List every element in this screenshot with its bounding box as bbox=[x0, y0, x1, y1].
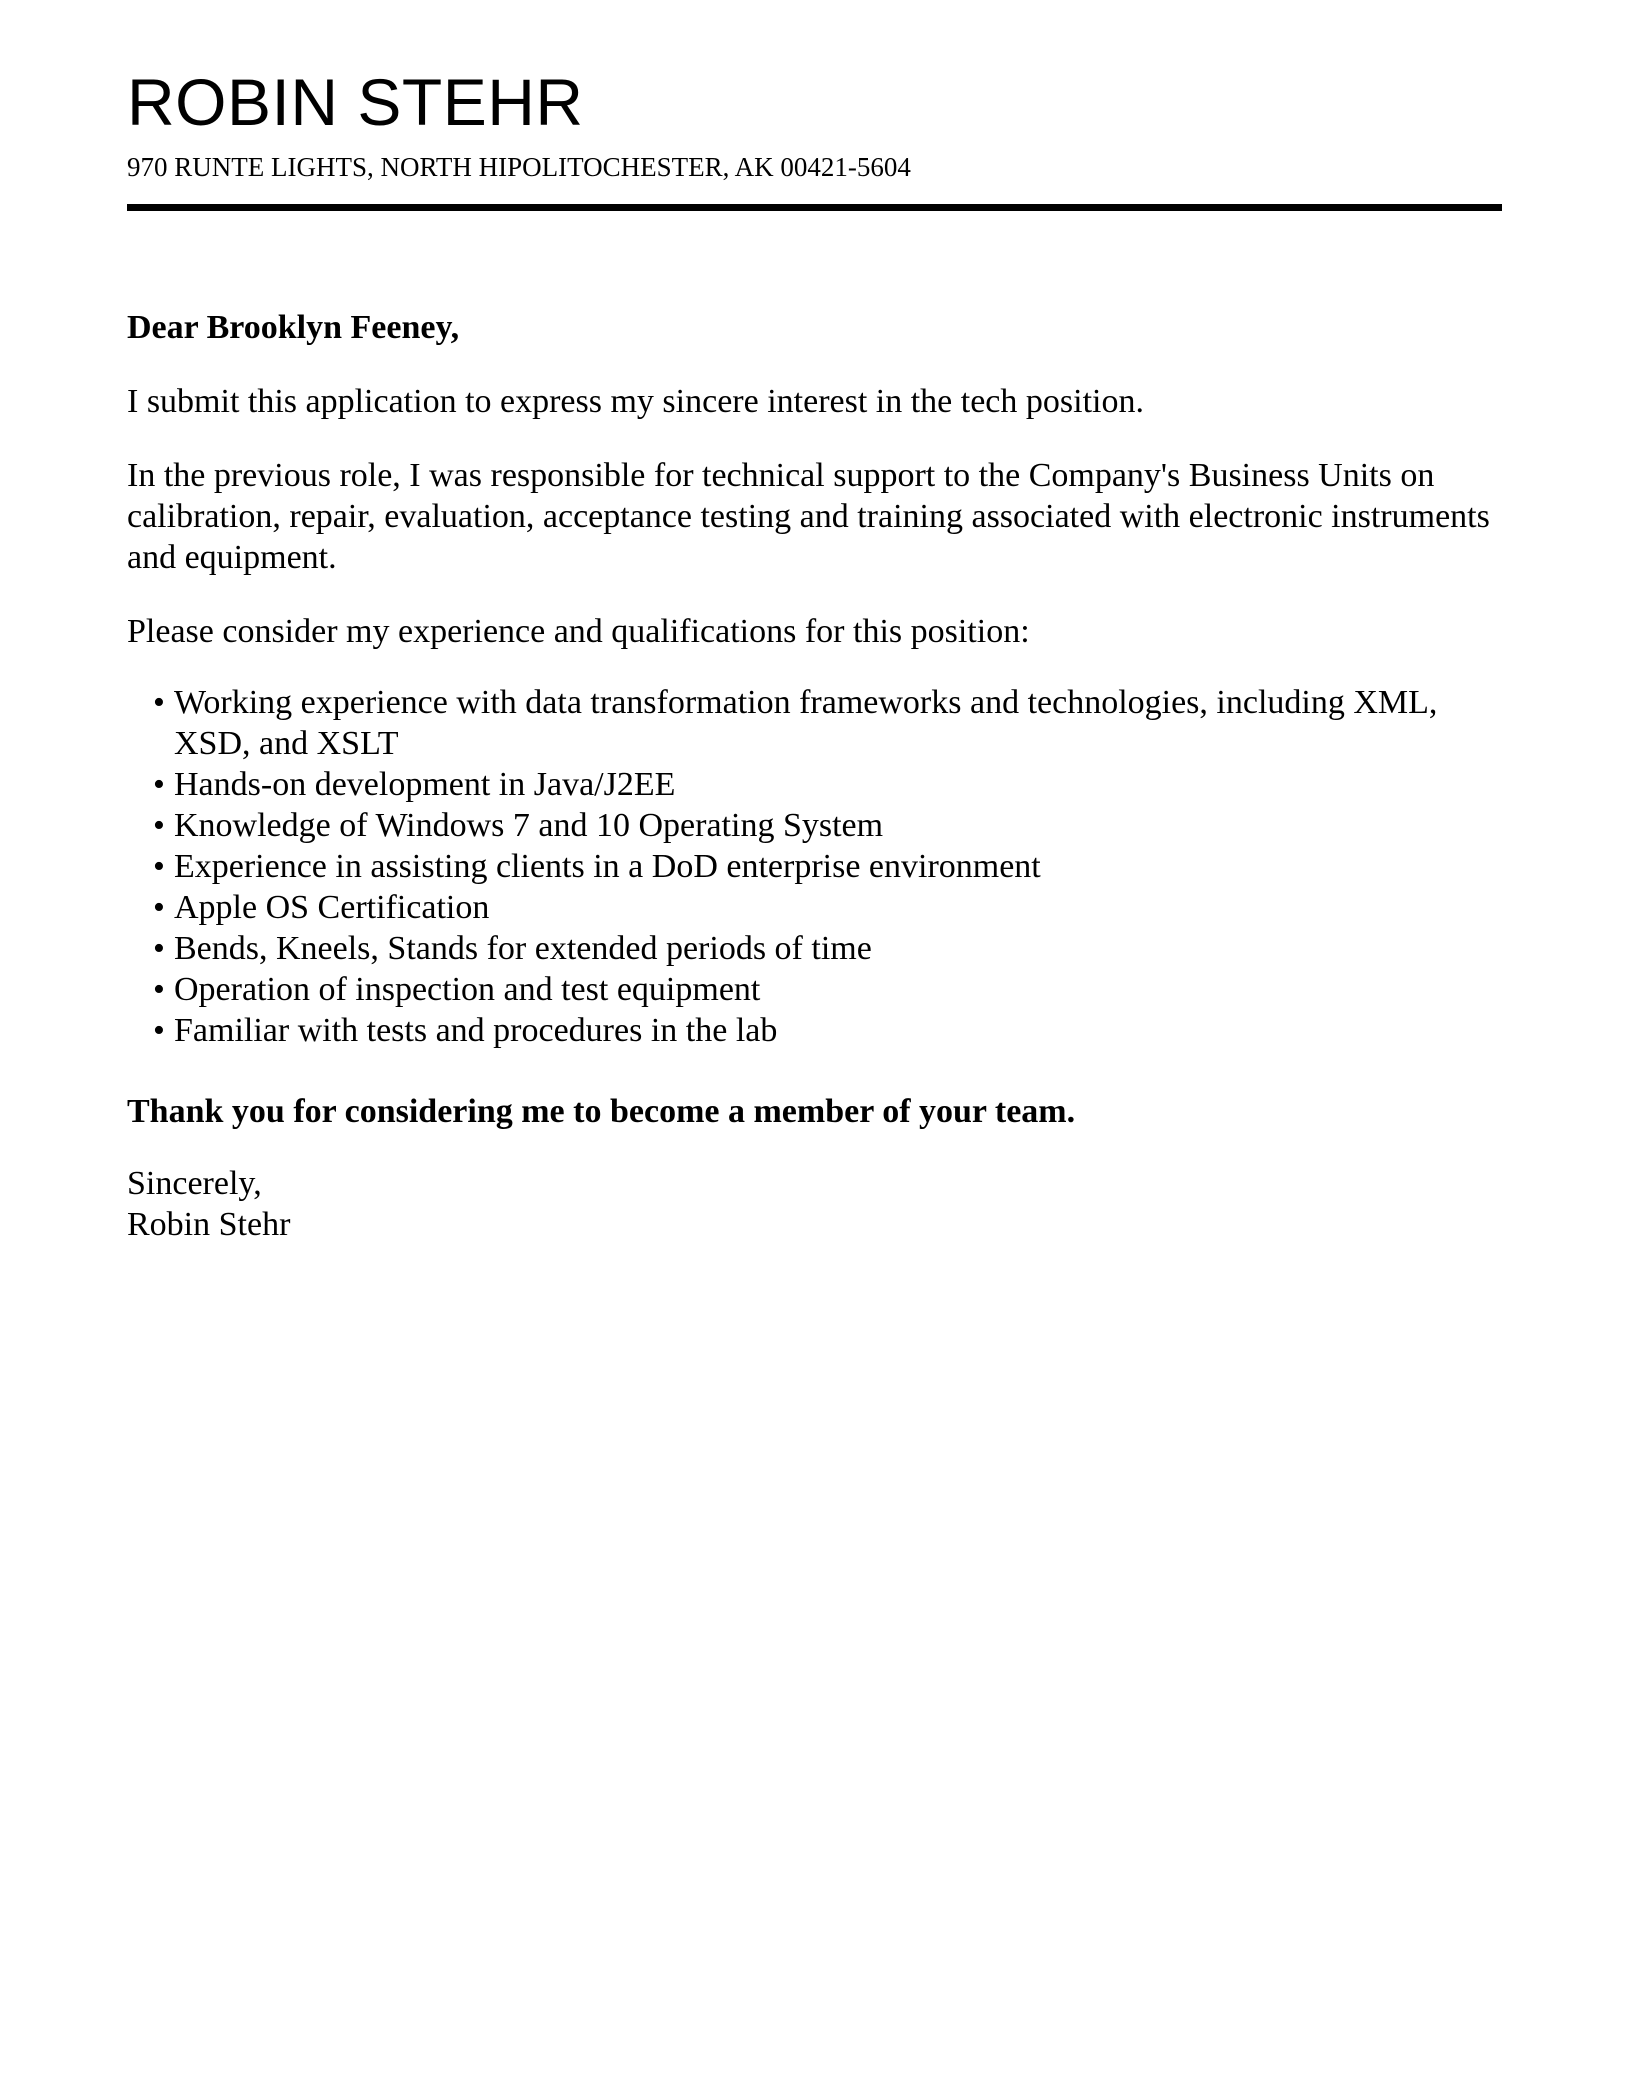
greeting-line: Dear Brooklyn Feeney, bbox=[127, 309, 460, 347]
qualification-text: Knowledge of Windows 7 and 10 Operating System bbox=[174, 807, 884, 845]
qualification-item bbox=[127, 887, 1502, 928]
qualification-text: Operation of inspection and test equipment bbox=[174, 971, 761, 1009]
closing-emphasis-line: Thank you for considering me to become a member of your team. bbox=[127, 1093, 1076, 1131]
qualification-text: Experience in assisting clients in a DoD enterprise environment bbox=[174, 848, 1041, 886]
qualifications-list bbox=[127, 682, 1502, 1051]
bullet-icon: • bbox=[153, 971, 165, 1009]
qualification-text: Apple OS Certification bbox=[174, 889, 490, 927]
qualification-item bbox=[127, 928, 1502, 969]
bullet-icon: • bbox=[153, 1012, 165, 1050]
letter-header bbox=[127, 65, 1502, 211]
qualification-item bbox=[127, 846, 1502, 887]
header-divider bbox=[127, 204, 1502, 211]
qualification-item bbox=[127, 1010, 1502, 1051]
qualification-item bbox=[127, 969, 1502, 1010]
bullet-icon: • bbox=[153, 848, 165, 886]
qualification-item bbox=[127, 682, 1502, 764]
previous-role-paragraph: In the previous role, I was responsible for technical support to the Company's Business Units on calibration, repair, evaluation, acceptance testing and training associated with electronic instruments and equipment. bbox=[127, 457, 1490, 577]
applicant-address: 970 RUNTE LIGHTS, NORTH HIPOLITOCHESTER, AK 00421-5604 bbox=[127, 152, 911, 182]
qualification-item bbox=[127, 805, 1502, 846]
applicant-name: ROBIN STEHR bbox=[127, 65, 584, 139]
bullet-icon: • bbox=[153, 930, 165, 968]
bullet-icon: • bbox=[153, 807, 165, 845]
bullet-icon: • bbox=[153, 766, 165, 804]
bullet-icon: • bbox=[153, 684, 165, 722]
intro-paragraph: I submit this application to express my sincere interest in the tech position. bbox=[127, 383, 1144, 421]
letter-body bbox=[127, 307, 1502, 1245]
signature-name: Robin Stehr bbox=[127, 1206, 291, 1244]
qualification-item bbox=[127, 764, 1502, 805]
qualification-text: Familiar with tests and procedures in the lab bbox=[174, 1012, 778, 1050]
signoff-block bbox=[127, 1163, 1502, 1245]
signoff-line: Sincerely, bbox=[127, 1165, 262, 1203]
qualification-text: Bends, Kneels, Stands for extended periods of time bbox=[174, 930, 872, 968]
bullet-icon: • bbox=[153, 889, 165, 927]
qualification-text: Working experience with data transformation frameworks and technologies, including XML, XSD, and XSLT bbox=[174, 684, 1438, 763]
qualifications-intro-paragraph: Please consider my experience and qualifications for this position: bbox=[127, 613, 1030, 651]
qualification-text: Hands-on development in Java/J2EE bbox=[174, 766, 676, 804]
